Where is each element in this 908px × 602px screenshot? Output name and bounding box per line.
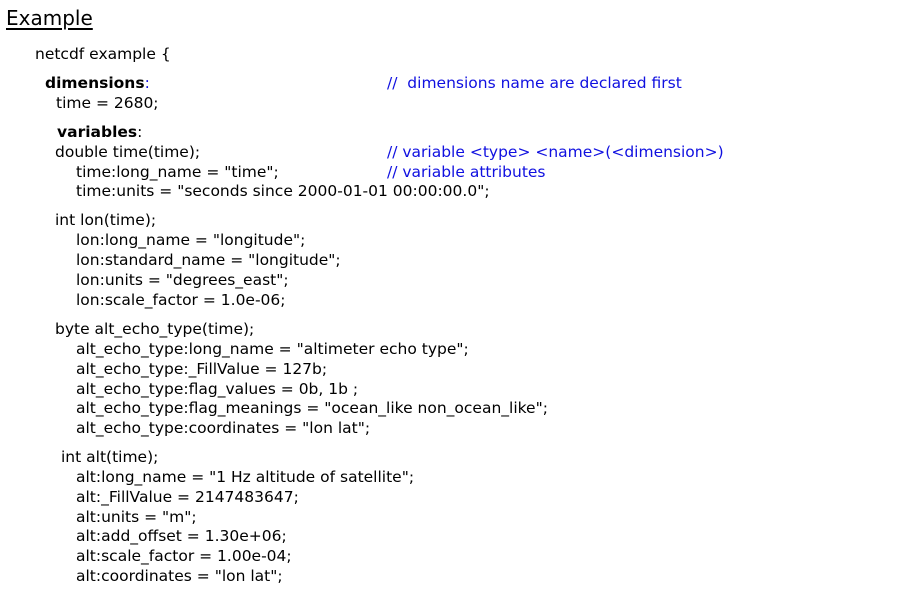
variable-declaration-lon: int lon(time); [55,211,157,229]
dimensions-heading [45,73,150,93]
variable-attribute: lon:scale_factor = 1.0e-06; [76,291,286,309]
variable-attribute: time:long_name = "time"; [76,163,279,181]
variable-attribute: lon:long_name = "longitude"; [76,231,306,249]
variable-attribute: alt:add_offset = 1.30e+06; [76,527,287,545]
netcdf-header: netcdf example { [35,45,171,63]
dimensions-label: dimensions [45,74,145,92]
variable-attribute: alt_echo_type:coordinates = "lon lat"; [76,419,371,437]
variable-attribute: alt:long_name = "1 Hz altitude of satellite"; [76,468,415,486]
variable-declaration-comment: // variable <type> <name>(<dimension>) [387,143,724,161]
variable-attribute: alt:coordinates = "lon lat"; [76,567,283,585]
dimensions-colon: : [144,74,150,92]
variable-attribute: alt:_FillValue = 2147483647; [76,488,299,506]
variable-attribute: alt:units = "m"; [76,508,197,526]
variables-colon: : [137,123,143,141]
variable-attribute: alt_echo_type:_FillValue = 127b; [76,360,328,378]
variables-heading [57,122,142,142]
variable-attribute: lon:units = "degrees_east"; [76,271,289,289]
variable-declaration-time: double time(time); [55,143,201,161]
variable-attribute: alt_echo_type:flag_meanings = "ocean_like non_ocean_like"; [76,399,548,417]
variables-label: variables [57,123,138,141]
slide-title: Example [6,6,93,30]
variable-attribute: alt_echo_type:flag_values = 0b, 1b ; [76,380,359,398]
variable-attribute: alt:scale_factor = 1.00e-04; [76,547,292,565]
variable-declaration-alt: int alt(time); [61,448,159,466]
variable-attribute-comment: // variable attributes [387,163,546,181]
variable-attribute: alt_echo_type:long_name = "altimeter echo type"; [76,340,469,358]
variable-attribute: time:units = "seconds since 2000-01-01 00:00:00.0"; [76,182,490,200]
variable-attribute: lon:standard_name = "longitude"; [76,251,341,269]
dimensions-comment: // dimensions name are declared first [387,74,682,92]
variable-declaration-alt-echo-type: byte alt_echo_type(time); [55,320,255,338]
dimension-entry: time = 2680; [56,94,159,112]
